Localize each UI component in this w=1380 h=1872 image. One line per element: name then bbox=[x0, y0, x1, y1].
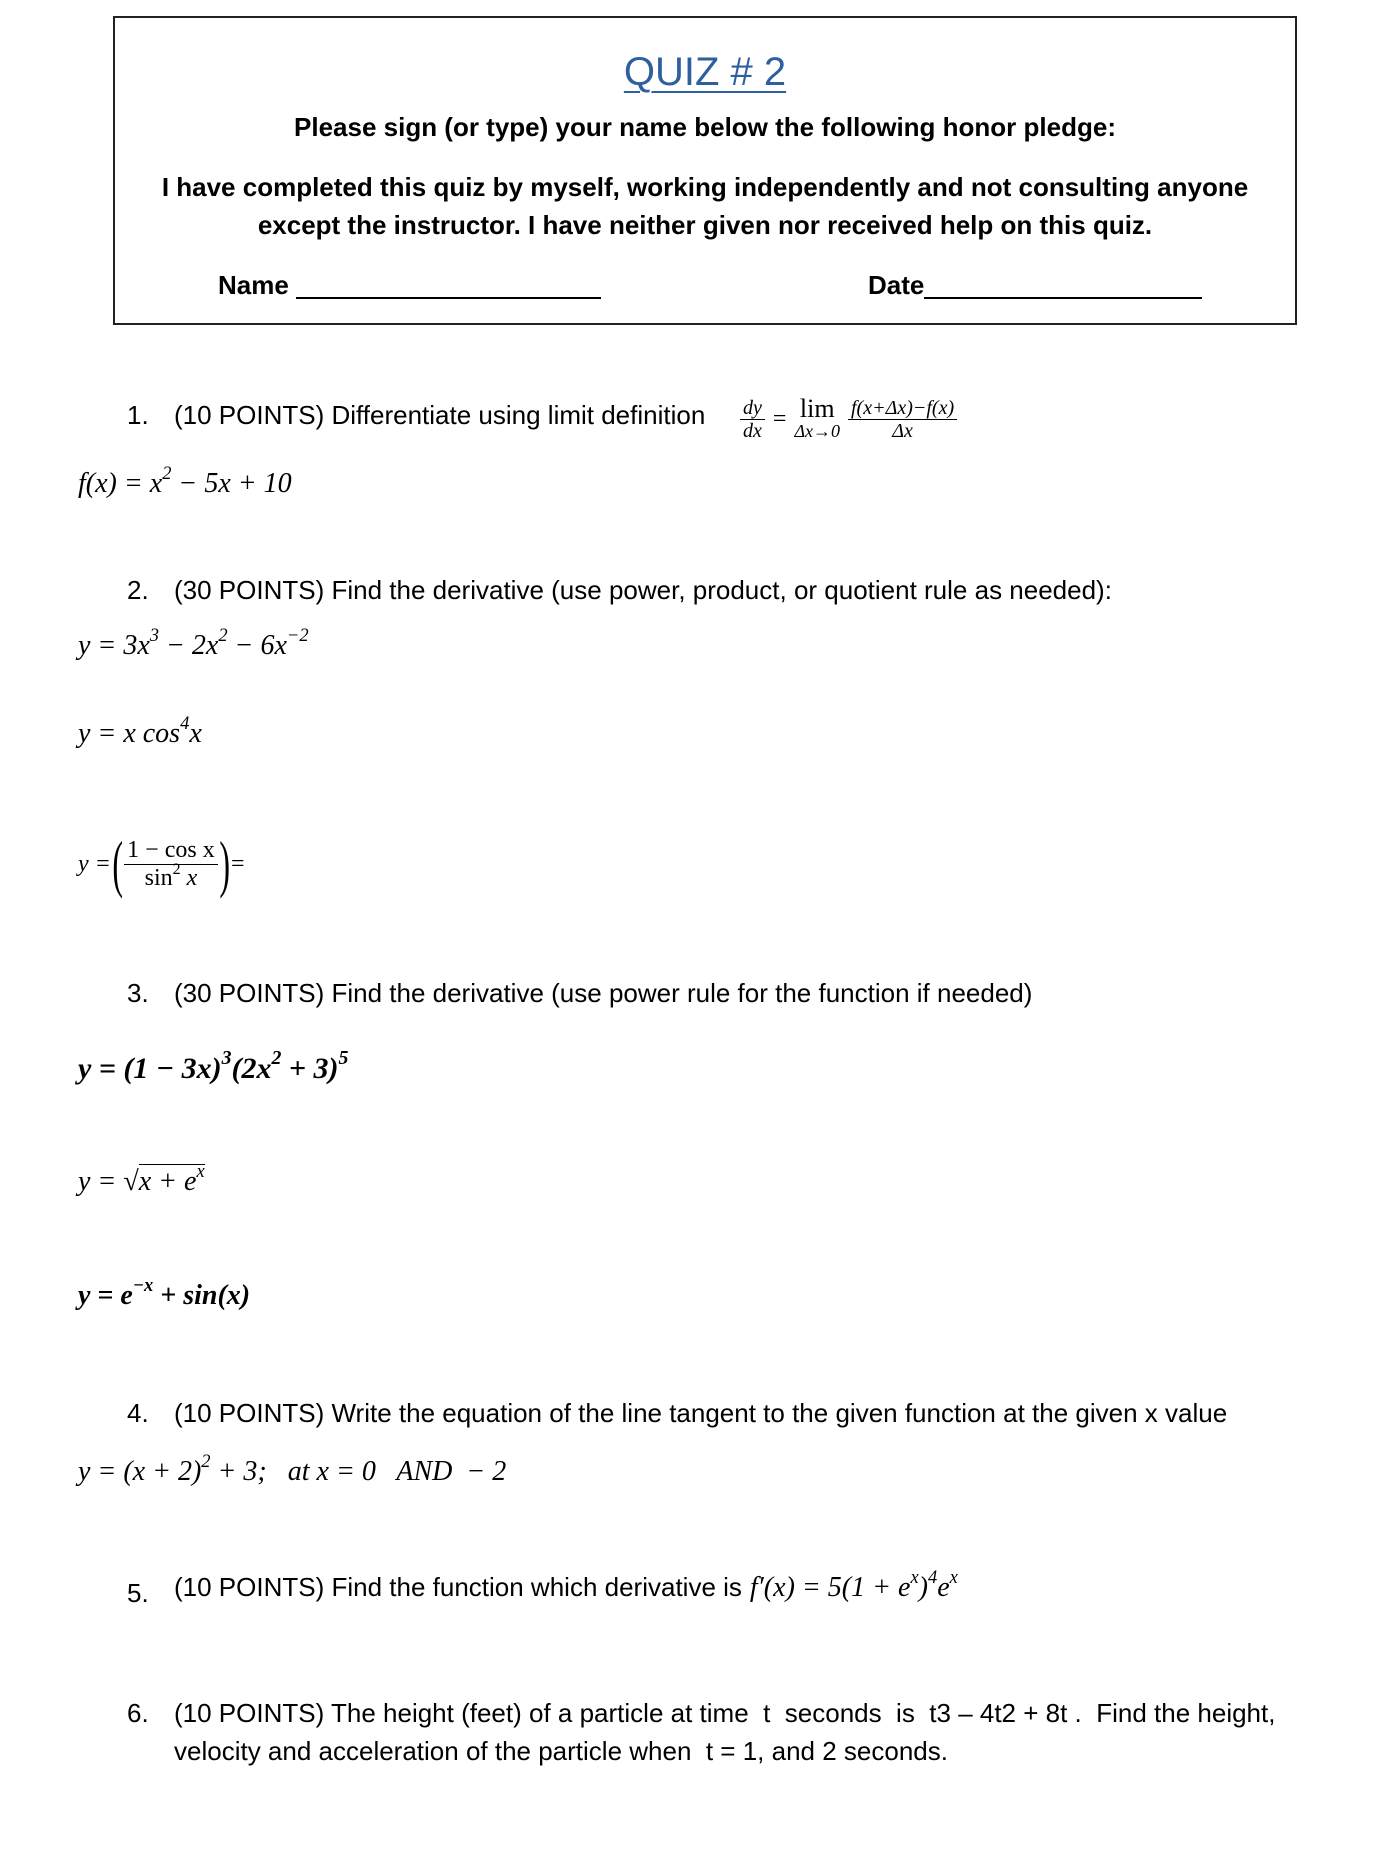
pledge-instruction: Please sign (or type) your name below the following honor pledge: bbox=[294, 112, 1116, 142]
name-field[interactable] bbox=[296, 297, 601, 299]
q5-derivative: $f'(x) = 5(1 + e^x)^4e^x$ bbox=[749, 1567, 958, 1603]
q2-function-a: $y = 3x^3 - 2x^2 - 6x^{-2}$ bbox=[78, 625, 309, 661]
name-label: Name bbox=[218, 270, 289, 300]
limit-definition bbox=[740, 384, 957, 454]
q5-number: 5. bbox=[127, 1578, 149, 1608]
quiz-title: QUIZ # 2 bbox=[623, 50, 787, 94]
left-paren: ( bbox=[112, 828, 123, 899]
dy-numerator: dy bbox=[740, 397, 765, 420]
q2-function-b: y = x $\cos^4x$ bbox=[78, 713, 202, 749]
q4-text: (10 POINTS) Write the equation of the line tangent to the given function at the given x value bbox=[174, 1398, 1228, 1428]
q6-text-line-1: (10 POINTS) The height (feet) of a particle at time t seconds is t3 – 4t2 + 8t . Find the height, bbox=[174, 1698, 1276, 1728]
lim-subscript: Δx→0 bbox=[794, 421, 840, 442]
q1-text: (10 POINTS) Differentiate using limit definition bbox=[174, 400, 706, 430]
pledge-line-1: I have completed this quiz by myself, working independently and not consulting anyone bbox=[161, 172, 1249, 202]
lim-text: lim bbox=[799, 394, 835, 424]
q6-number: 6. bbox=[127, 1698, 149, 1728]
q1-function: $f(x) = x^2 - 5x + 10$ bbox=[78, 463, 292, 499]
q4-function: $y = (x + 2)^2 + 3$; at x = 0 AND − 2 bbox=[78, 1451, 507, 1487]
q2-function-c: y = ( $\frac{\text{1 − cos x}}{\sin^2 x}$ ) = bbox=[78, 828, 245, 899]
difference-denominator: Δx bbox=[892, 419, 913, 442]
q3-function-a: $y = (1 - 3x)^3(2x^2 + 3)^5$ bbox=[78, 1047, 349, 1085]
q2-number: 2. bbox=[127, 575, 149, 605]
difference-quotient bbox=[848, 397, 957, 442]
difference-numerator: f(x+Δx)−f(x) bbox=[848, 397, 957, 420]
limit-operator bbox=[794, 396, 840, 442]
pledge-line-2: except the instructor. I have neither given nor received help on this quiz. bbox=[257, 210, 1153, 240]
q1-number: 1. bbox=[127, 400, 149, 430]
q2-text: (30 POINTS) Find the derivative (use power, product, or quotient rule as needed): bbox=[174, 575, 1112, 605]
q5-text: (10 POINTS) Find the function which derivative is bbox=[174, 1572, 742, 1602]
date-label: Date bbox=[868, 270, 925, 300]
q6-text-line-2: velocity and acceleration of the particle when t = 1, and 2 seconds. bbox=[174, 1736, 948, 1766]
right-paren: ) bbox=[219, 828, 230, 899]
q3-function-b: $y = √x + e^x$ bbox=[78, 1161, 205, 1197]
q4-number: 4. bbox=[127, 1398, 149, 1428]
q3-number: 3. bbox=[127, 978, 149, 1008]
dx-denominator: dx bbox=[743, 419, 762, 442]
dy-dx-fraction bbox=[740, 397, 765, 442]
q3-text: (30 POINTS) Find the derivative (use power rule for the function if needed) bbox=[174, 978, 1033, 1008]
date-field[interactable] bbox=[924, 297, 1202, 299]
limit-equals: = bbox=[772, 405, 787, 432]
q5-line bbox=[174, 1567, 958, 1604]
q3-function-c: $y = e^{-x} + \sin(x)$ bbox=[78, 1275, 251, 1311]
q2-c-fraction: $\frac{\text{1 − cos x}}{\sin^2 x}$ bbox=[124, 837, 218, 891]
